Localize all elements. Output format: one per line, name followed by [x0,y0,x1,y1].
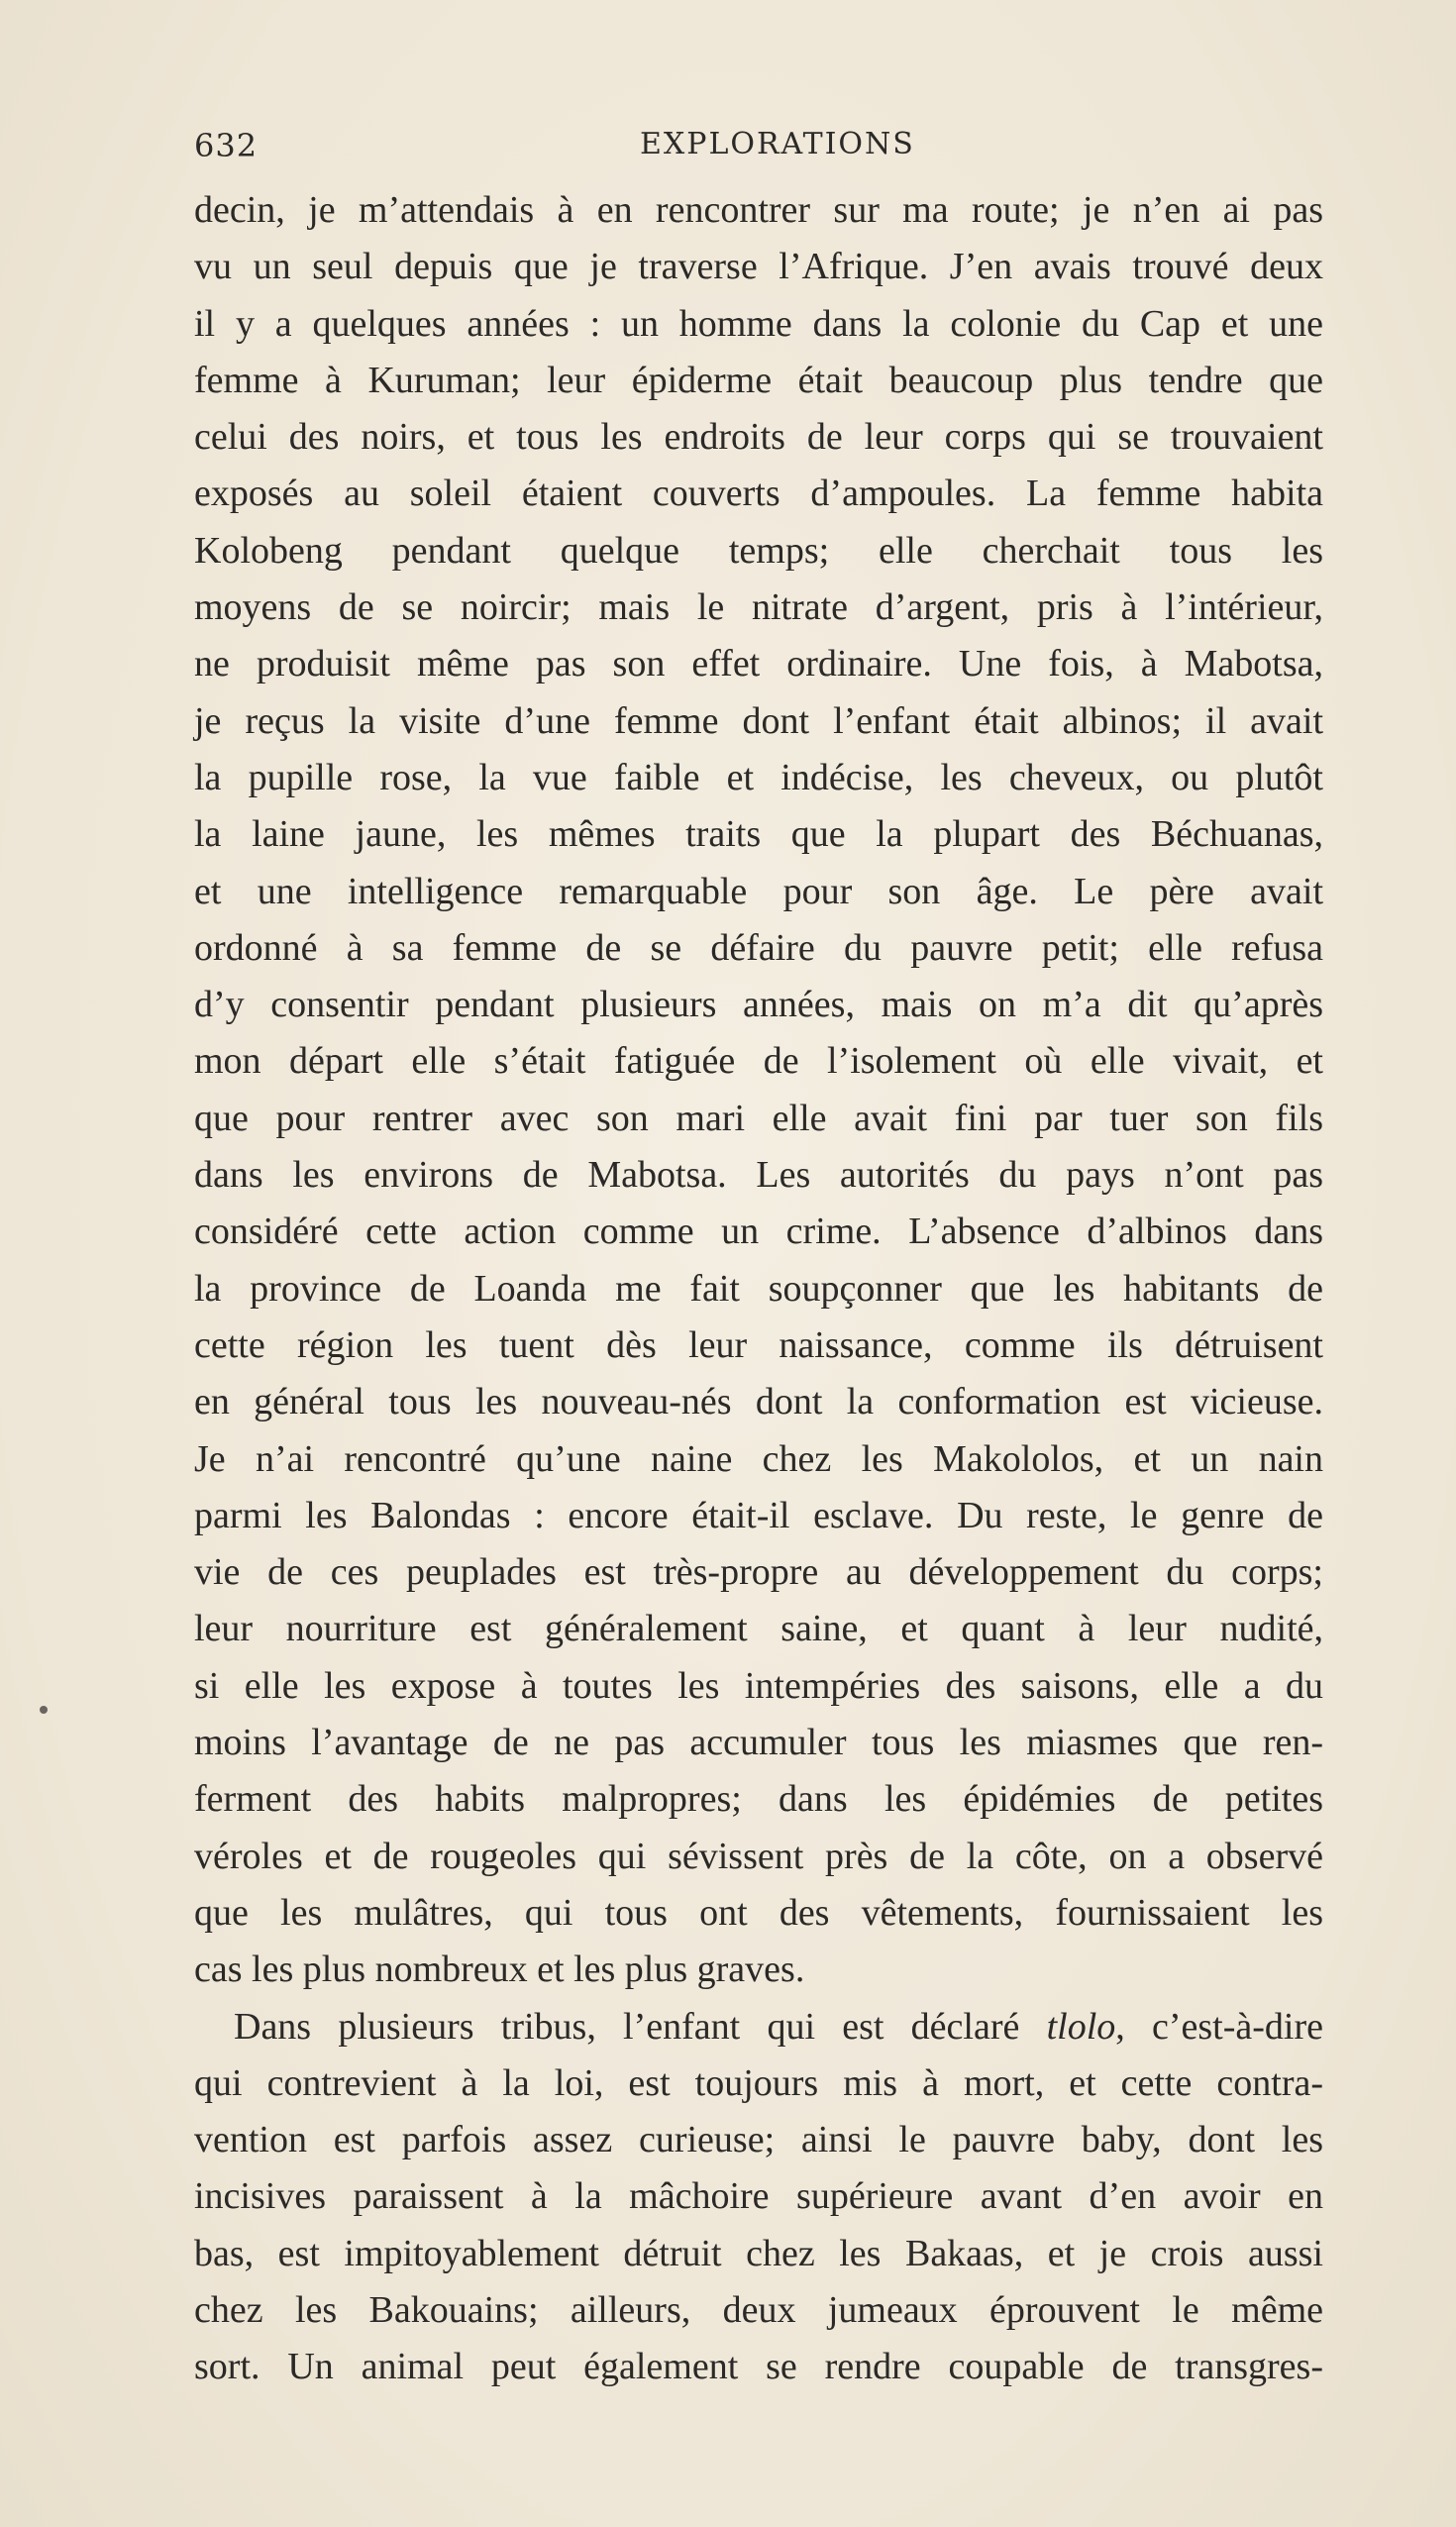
body-text [194,182,1323,2396]
text-line: decin, je m’attendais à en rencontrer sur ma route; je n’en ai pas [194,189,1323,231]
italic-term: tlolo [1046,2005,1116,2048]
text-line: mon départ elle s’était fatiguée de l’isolement où elle vivait, et [194,1040,1323,1083]
text-line: vie de ces peuplades est très-propre au développement du corps; [194,1551,1323,1594]
text-line: dans les environs de Mabotsa. Les autorités du pays n’ont pas [194,1154,1323,1197]
text-line: véroles et de rougeoles qui sévissent près de la côte, on a observé [194,1835,1323,1877]
running-head [194,119,1327,168]
text-line [194,1999,1323,2055]
text-line: ne produisit même pas son effet ordinaire. Une fois, à Mabotsa, [194,643,1323,685]
text-line: ferment des habits malpropres; dans les épidémies de petites [194,1778,1323,1821]
text-line: je reçus la visite d’une femme dont l’enfant était albinos; il avait [194,699,1323,742]
text-segment: Dans plusieurs tribus, l’enfant qui est déclaré [234,2005,1047,2048]
text-line: femme à Kuruman; leur épiderme était beaucoup plus tendre que [194,359,1323,401]
text-line: la laine jaune, les mêmes traits que la plupart des Béchuanas, [194,813,1323,856]
margin-ink-dot [40,1706,48,1714]
text-line: parmi les Balondas : encore était-il esclave. Du reste, le genre de [194,1494,1323,1536]
text-line: moyens de se noircir; mais le nitrate d’argent, pris à l’intérieur, [194,586,1323,629]
text-line: en général tous les nouveau-nés dont la conformation est vicieuse. [194,1381,1323,1423]
text-line: la pupille rose, la vue faible et indécise, les cheveux, ou plutôt [194,756,1323,798]
text-line: chez les Bakouains; ailleurs, deux jumeaux éprouvent le même [194,2288,1323,2331]
text-line: Je n’ai rencontré qu’une naine chez les Makololos, et un nain [194,1437,1323,1480]
text-line: exposés au soleil étaient couverts d’ampoules. La femme habita [194,473,1323,515]
text-line: moins l’avantage de ne pas accumuler tous les miasmes que ren- [194,1722,1323,1764]
text-line: vention est parfois assez curieuse; ainsi le pauvre baby, dont les [194,2119,1323,2161]
text-line: sort. Un animal peut également se rendre coupable de transgres- [194,2346,1323,2388]
paragraph-2 [194,1999,1323,2396]
text-line: et une intelligence remarquable pour son âge. Le père avait [194,870,1323,912]
text-line: qui contrevient à la loi, est toujours mis à mort, et cette contra- [194,2061,1323,2104]
text-line: que les mulâtres, qui tous ont des vêtements, fournissaient les [194,1891,1323,1934]
paragraph-1 [194,182,1323,1999]
text-line: incisives paraissent à la mâchoire supérieure avant d’en avoir en [194,2175,1323,2218]
text-line: d’y consentir pendant plusieurs années, mais on m’a dit qu’après [194,984,1323,1026]
text-line: celui des noirs, et tous les endroits de leur corps qui se trouvaient [194,416,1323,459]
text-line: leur nourriture est généralement saine, et quant à leur nudité, [194,1608,1323,1650]
text-line: si elle les expose à toutes les intempéries des saisons, elle a du [194,1664,1323,1707]
text-segment: , c’est-à-dire [1115,2005,1323,2048]
text-line: considéré cette action comme un crime. L’absence d’albinos dans [194,1211,1323,1253]
text-line: Kolobeng pendant quelque temps; elle cherchait tous les [194,529,1323,572]
text-line: que pour rentrer avec son mari elle avait fini par tuer son fils [194,1097,1323,1139]
text-line: la province de Loanda me fait soupçonner que les habitants de [194,1267,1323,1310]
text-line: cas les plus nombreux et les plus graves. [194,1948,805,1991]
running-title: EXPLORATIONS [640,127,915,161]
text-line: cette région les tuent dès leur naissance, comme ils détruisent [194,1323,1323,1366]
text-line: bas, est impitoyablement détruit chez les Bakaas, et je crois aussi [194,2232,1323,2274]
page-number: 632 [194,127,259,164]
text-line: vu un seul depuis que je traverse l’Afrique. J’en avais trouvé deux [194,246,1323,288]
text-line: ordonné à sa femme de se défaire du pauvre petit; elle refusa [194,926,1323,969]
text-line: il y a quelques années : un homme dans la colonie du Cap et une [194,302,1323,345]
